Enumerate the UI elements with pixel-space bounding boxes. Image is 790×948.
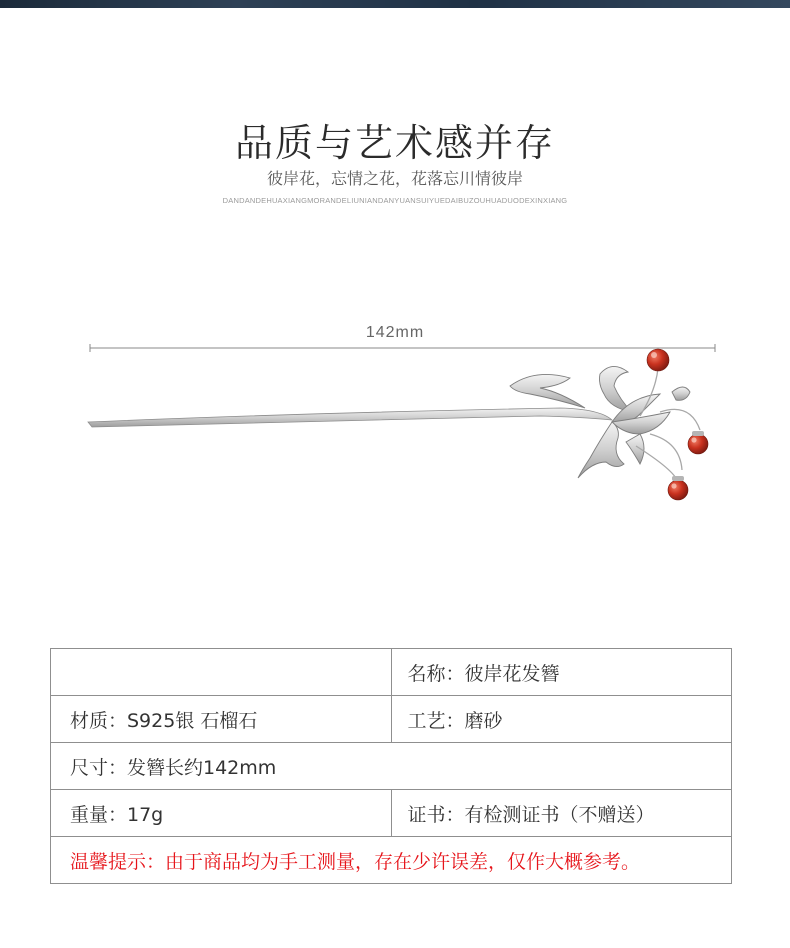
page-title: 品质与艺术感并存 <box>234 121 555 165</box>
spec-material: 材质：S925银 石榴石 <box>51 696 392 743</box>
dimension-label: 142mm <box>365 324 425 341</box>
hairpin-shaft <box>88 408 612 427</box>
lily-flower-ornament <box>510 366 690 478</box>
spec-size: 尺寸：发簪长约142mm <box>51 743 732 790</box>
spec-row <box>51 649 732 696</box>
spec-weight: 重量：17g <box>51 790 392 837</box>
spec-row <box>51 743 732 790</box>
spec-cell-empty <box>51 649 392 696</box>
spec-note: 温馨提示：由于商品均为手工测量，存在少许误差，仅作大概参考。 <box>51 837 732 884</box>
spec-table <box>50 648 732 884</box>
hairpin-product-image <box>0 330 790 530</box>
top-banner-strip <box>0 0 790 8</box>
spec-row <box>51 696 732 743</box>
spec-craft: 工艺：磨砂 <box>391 696 732 743</box>
spec-row <box>51 837 732 884</box>
page-subtitle: 彼岸花，忘情之花，花落忘川情彼岸 <box>266 169 523 188</box>
dimension-line <box>90 344 715 352</box>
spec-row <box>51 790 732 837</box>
spec-certificate: 证书：有检测证书（不赠送） <box>391 790 732 837</box>
pinyin-caption: DANDANDEHUAXIANGMORANDELIUNIANDANYUANSUIYUEDAIBUZOUHUADUODEXINXIANG <box>222 196 568 205</box>
spec-name: 名称：彼岸花发簪 <box>391 649 732 696</box>
